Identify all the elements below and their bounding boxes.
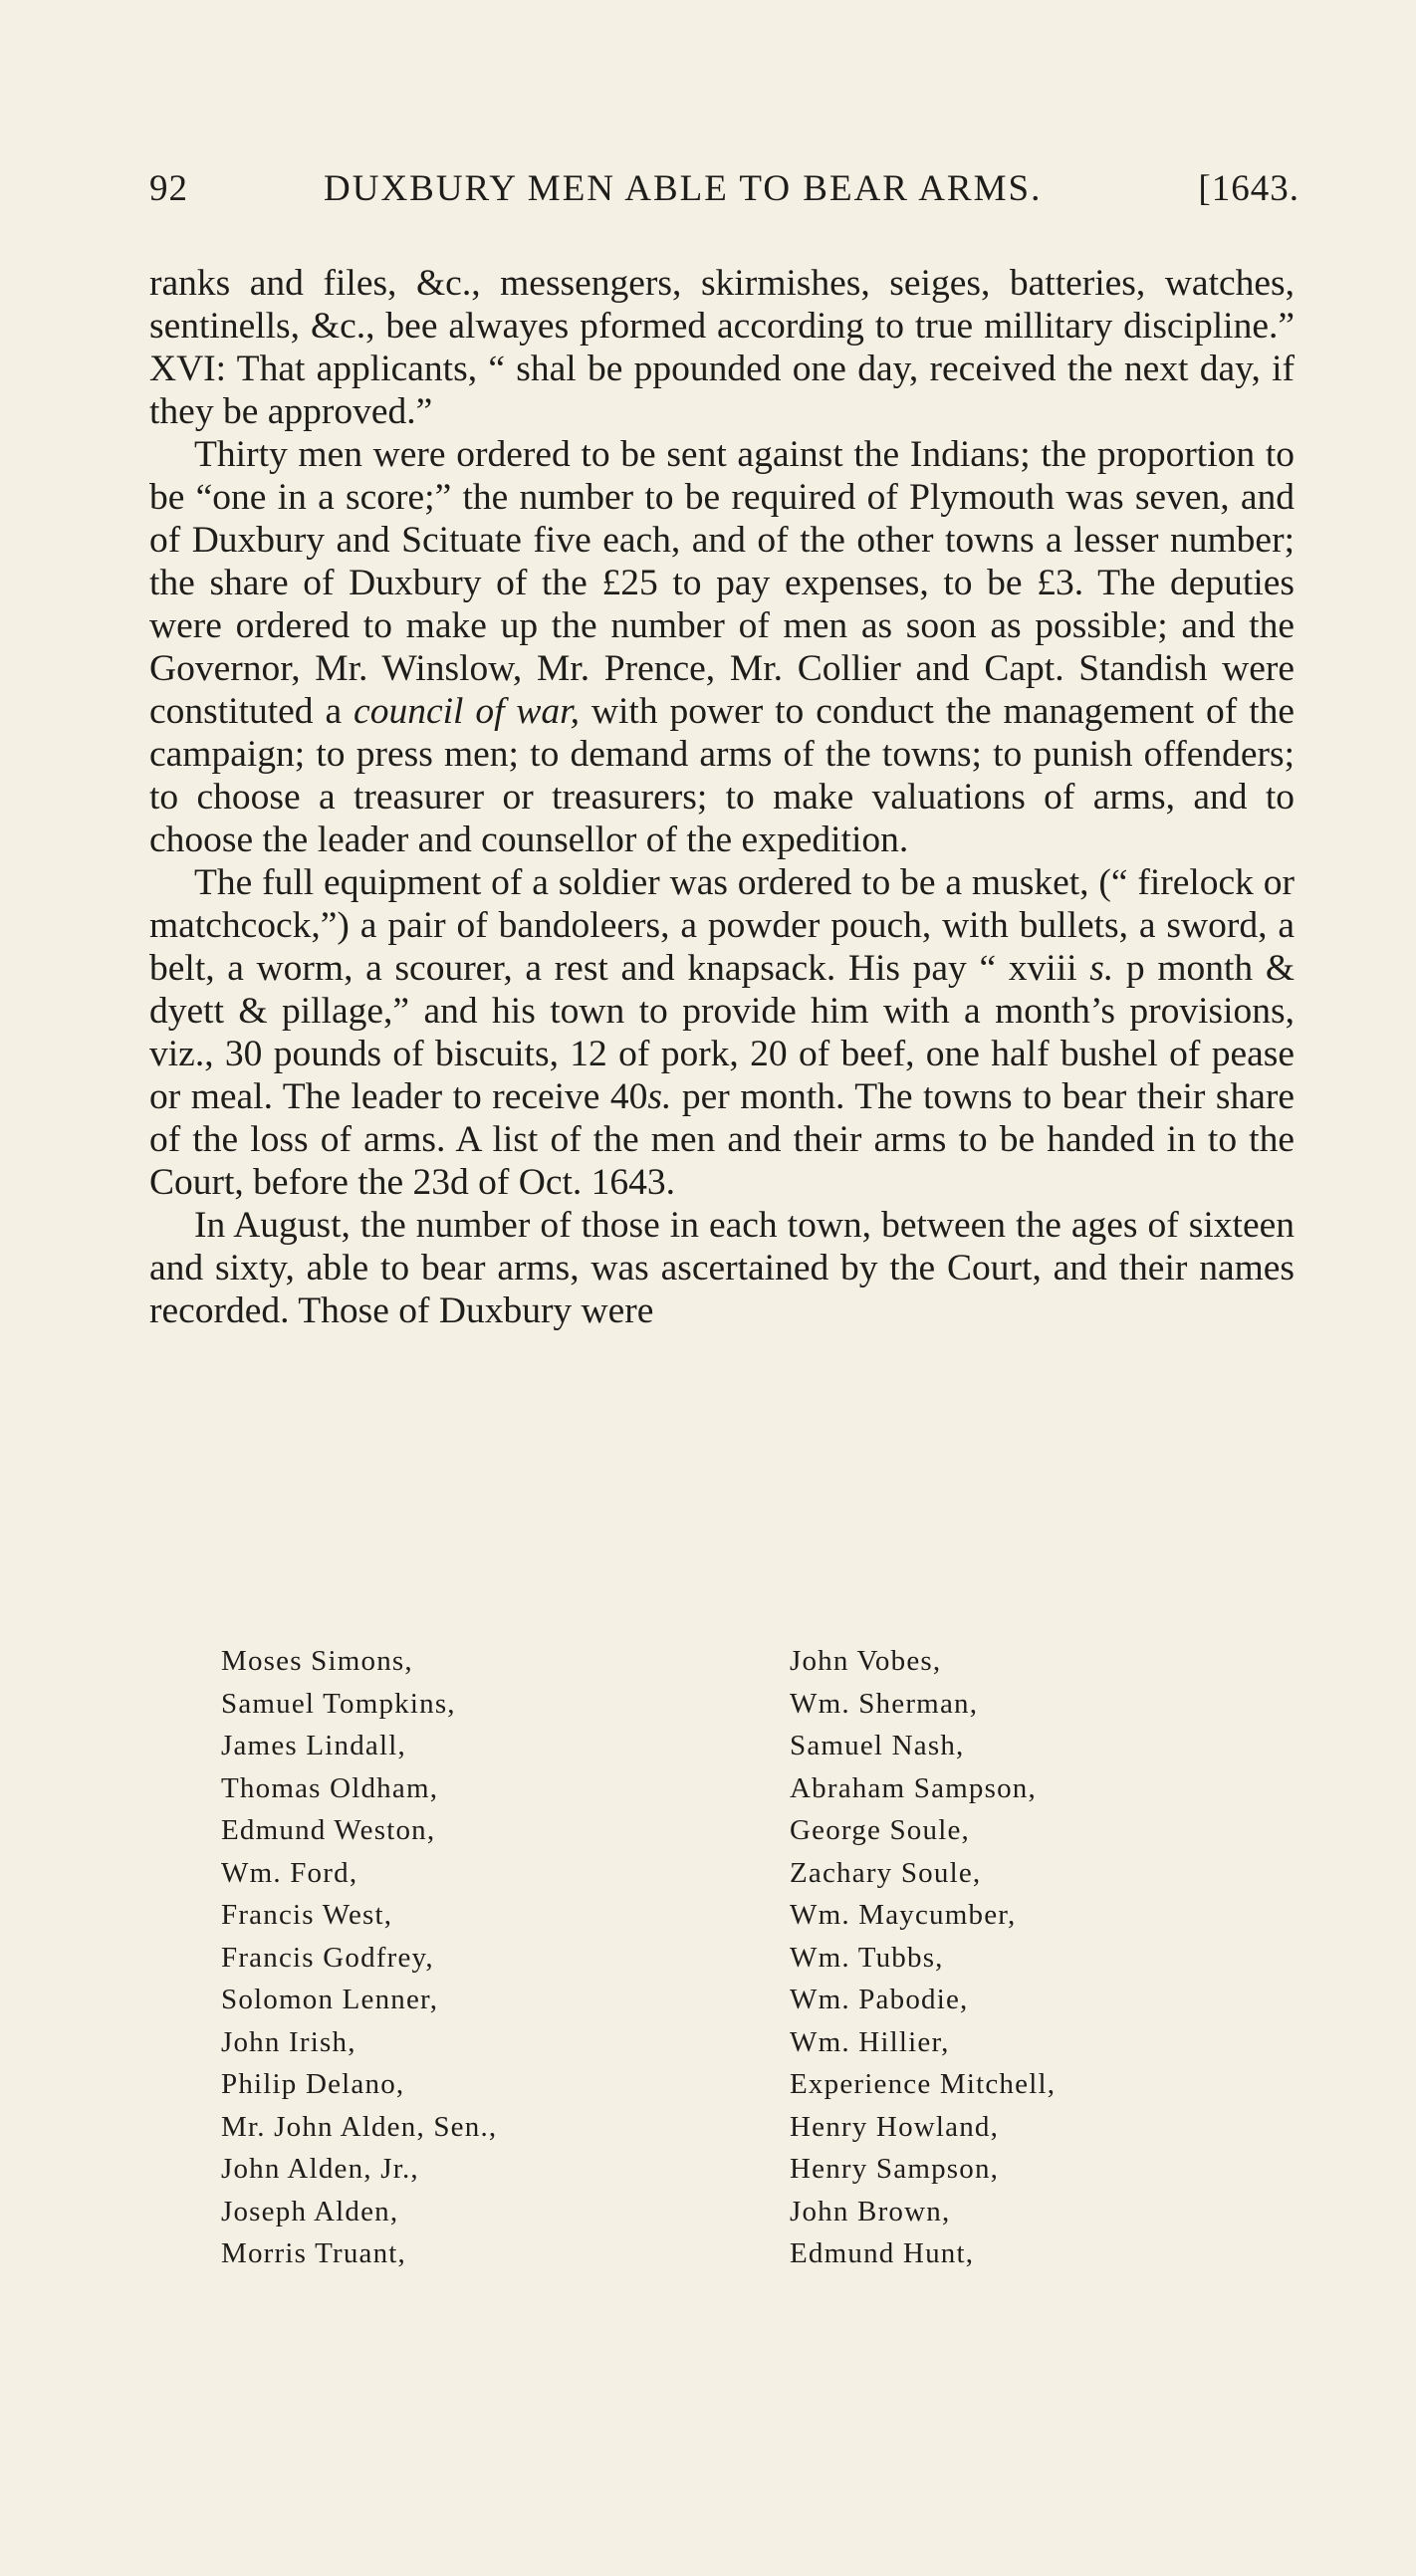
page-number: 92 [149,168,188,209]
paragraph-indians [149,433,1295,861]
name-entry: Philip Delano, [221,2068,405,2100]
name-entry: Experience Mitchell, [790,2068,1057,2100]
paragraph-text: In August, the number of those in each town, between the ages of sixteen and sixty, able to bear arms, was ascertained by the Court, and their names recorded. Those of Duxbury were [149,1205,1295,1331]
italic-abbreviation: s. [1089,948,1114,989]
name-entry: John Alden, Jr., [221,2153,419,2185]
name-entry: Zachary Soule, [790,1856,982,1889]
running-year: [1643. [1198,168,1299,209]
name-entry: Francis Godfrey, [221,1941,434,1974]
italic-abbreviation: s. [647,1076,672,1117]
name-entry: Wm. Ford, [221,1856,358,1889]
name-entry: John Vobes, [790,1645,942,1677]
name-entry: Wm. Tubbs, [790,1941,944,1974]
name-entry: Edmund Weston, [221,1814,436,1846]
name-entry: Henry Howland, [790,2110,1000,2143]
name-entry: Moses Simons, [221,1645,413,1677]
name-entry: George Soule, [790,1814,970,1846]
name-entry: Wm. Pabodie, [790,1984,969,2015]
name-entry: Wm. Maycumber, [790,1899,1017,1931]
paragraph-continued [149,262,1295,433]
names-column-right [790,1640,1056,2275]
paragraph-august [149,1204,1295,1332]
name-entry: Edmund Hunt, [790,2237,975,2269]
paragraph-text: The full equipment of a soldier was ordered to be a musket, (“ firelock or matchcock,”) a pair of bandoleers, a powder pouch, with bullets, a sword, a belt, a worm, a scourer, a rest and knapsack. His pay “ xviii [149,862,1295,989]
paragraph-equipment [149,861,1295,1204]
name-entry: Abraham Sampson, [790,1771,1037,1804]
paragraph-text: ranks and files, &c., messengers, skirmishes, seiges, batteries, watches, sentinells, &c., bee alwayes pformed according to true millitary discipline.” XVI: That applicants, “ shal be ppounded one day, received the next day, if they be approved.” [149,263,1295,432]
paragraph-text: per month. The towns to bear their share of the loss of arms. A list of the men and their arms to be handed in to the Court, before the 23d of Oct. 1643. [149,1076,1295,1203]
name-entry: Joseph Alden, [221,2195,399,2227]
name-entry: John Brown, [790,2195,951,2227]
name-entry: Henry Sampson, [790,2153,1000,2185]
name-entry: Mr. John Alden, Sen., [221,2110,498,2143]
name-entry: Wm. Hillier, [790,2025,950,2058]
name-entry: James Lindall, [221,1730,406,1761]
paragraph-text: Thirty men were ordered to be sent against the Indians; the proportion to be “one in a score;” the number to be required of Plymouth was seven, and of Duxbury and Scituate five each, and of the other towns a lesser number; the share of Duxbury of the £25 to pay expenses, to be £3. The deputies were ordered to make up the number of men as soon as possible; and the Governor, Mr. Winslow, Mr. Prence, Mr. Collier and Capt. Standish were constituted a [149,434,1295,732]
name-entry: Thomas Oldham, [221,1771,439,1804]
name-entry: Solomon Lenner, [221,1984,439,2015]
body-text [149,262,1295,1332]
name-entry: Francis West, [221,1899,393,1931]
name-entry: Morris Truant, [221,2237,406,2269]
names-column-left [221,1640,497,2275]
running-header [149,167,1299,219]
name-entry: Samuel Nash, [790,1730,965,1761]
name-entry: Wm. Sherman, [790,1687,979,1720]
running-title: DUXBURY MEN ABLE TO BEAR ARMS. [324,168,1043,209]
paragraph-text: p month & dyett & pillage,” and his town to provide him with a month’s provisions, viz., 30 pounds of biscuits, 12 of pork, 20 of beef, one half bushel of pease or meal. The leader to receive 40 [149,948,1296,1117]
name-entry: John Irish, [221,2025,356,2058]
italic-phrase: council of war, [354,691,580,732]
paragraph-text: with power to conduct the management of the campaign; to press men; to demand arms of the towns; to punish offenders; to choose a treasurer or treasurers; to make valuations of arms, and to choose the leader and counsellor of the expedition. [149,691,1296,860]
name-entry: Samuel Tompkins, [221,1687,456,1720]
